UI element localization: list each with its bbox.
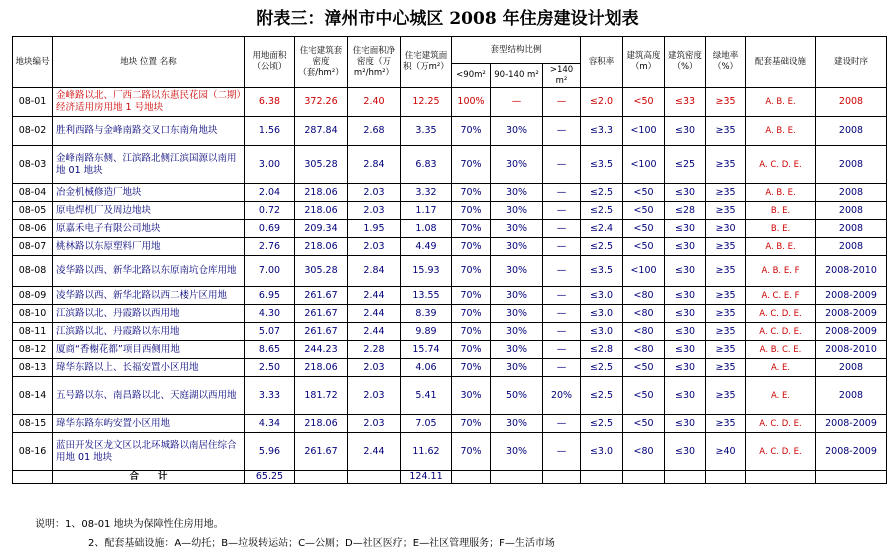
coverage-cell: ≤30 <box>665 220 706 238</box>
coverage-cell: ≤30 <box>665 287 706 305</box>
facilities-cell: A. C. E. F <box>746 287 816 305</box>
header-code: 地块编号 <box>13 37 53 88</box>
table-row <box>13 415 887 433</box>
structure-medium-cell: 30% <box>491 305 543 323</box>
name-cell: 瑋华东路以上、长福安置小区用地 <box>53 359 245 377</box>
green-cell: ≥35 <box>706 323 746 341</box>
floor-area-cell: 1.08 <box>401 220 452 238</box>
net-density-cell: 2.03 <box>348 184 401 202</box>
facilities-cell: B. E. <box>746 202 816 220</box>
far-cell: ≤2.4 <box>581 220 623 238</box>
coverage-cell: ≤30 <box>665 305 706 323</box>
green-cell: ≥35 <box>706 117 746 146</box>
table-row <box>13 359 887 377</box>
structure-medium-cell: 30% <box>491 202 543 220</box>
green-cell: ≥35 <box>706 256 746 287</box>
height-cell: <100 <box>623 256 665 287</box>
far-cell: ≤2.5 <box>581 202 623 220</box>
page-title: 附表三：漳州市中心城区 2008 年住房建设计划表 <box>256 9 639 29</box>
density-cell: 181.72 <box>295 377 348 415</box>
structure-small-cell: 70% <box>452 184 491 202</box>
far-cell: ≤2.5 <box>581 238 623 256</box>
density-cell: 305.28 <box>295 256 348 287</box>
code-cell: 08-07 <box>13 238 53 256</box>
facilities-cell: A. E. <box>746 377 816 415</box>
period-cell: 2008 <box>816 377 887 415</box>
structure-large-cell: — <box>543 287 581 305</box>
period-cell: 2008-2010 <box>816 341 887 359</box>
floor-area-cell: 3.35 <box>401 117 452 146</box>
period-cell: 2008-2009 <box>816 433 887 471</box>
facilities-cell: A. B. E. <box>746 88 816 117</box>
header-structure-medium: 90-140 m² <box>491 64 543 88</box>
header-land-area: 用地面积（公顷） <box>245 37 295 88</box>
coverage-cell: ≤30 <box>665 377 706 415</box>
coverage-cell: ≤30 <box>665 433 706 471</box>
structure-medium-cell: 30% <box>491 256 543 287</box>
structure-small-cell: 70% <box>452 117 491 146</box>
total-floor-area: 124.11 <box>401 471 452 484</box>
name-cell: 五号路以东、南昌路以北、天庭湖以西用地 <box>53 377 245 415</box>
code-cell: 08-12 <box>13 341 53 359</box>
period-cell: 2008 <box>816 184 887 202</box>
net-density-cell: 2.68 <box>348 117 401 146</box>
facilities-cell: A. B. E. <box>746 238 816 256</box>
header-structure-large: >140 m² <box>543 64 581 88</box>
total-empty <box>665 471 706 484</box>
land-area-cell: 6.95 <box>245 287 295 305</box>
code-cell: 08-06 <box>13 220 53 238</box>
name-cell: 瑋华东路东屿安置小区用地 <box>53 415 245 433</box>
green-cell: ≥35 <box>706 88 746 117</box>
name-cell: 江滨路以北、丹霞路以西用地 <box>53 305 245 323</box>
floor-area-cell: 12.25 <box>401 88 452 117</box>
far-cell: ≤3.0 <box>581 433 623 471</box>
land-area-cell: 6.38 <box>245 88 295 117</box>
name-cell: 凌华路以西、新华北路以西二楼片区用地 <box>53 287 245 305</box>
facilities-cell: A. C. D. E. <box>746 305 816 323</box>
green-cell: ≥35 <box>706 202 746 220</box>
facilities-cell: A. B. C. E. <box>746 341 816 359</box>
structure-large-cell: 20% <box>543 377 581 415</box>
structure-medium-cell: 30% <box>491 220 543 238</box>
structure-medium-cell: 50% <box>491 377 543 415</box>
structure-large-cell: — <box>543 433 581 471</box>
coverage-cell: ≤30 <box>665 415 706 433</box>
net-density-cell: 2.03 <box>348 238 401 256</box>
height-cell: <50 <box>623 377 665 415</box>
name-cell: 胜利西路与金峰南路交叉口东南角地块 <box>53 117 245 146</box>
structure-large-cell: — <box>543 359 581 377</box>
land-area-cell: 2.50 <box>245 359 295 377</box>
structure-large-cell: — <box>543 323 581 341</box>
net-density-cell: 2.03 <box>348 359 401 377</box>
total-row <box>13 471 887 484</box>
structure-large-cell: — <box>543 415 581 433</box>
structure-medium-cell: 30% <box>491 341 543 359</box>
period-cell: 2008 <box>816 146 887 184</box>
table-row <box>13 184 887 202</box>
net-density-cell: 2.84 <box>348 146 401 184</box>
structure-medium-cell: 30% <box>491 238 543 256</box>
coverage-cell: ≤30 <box>665 341 706 359</box>
density-cell: 218.06 <box>295 238 348 256</box>
green-cell: ≥35 <box>706 238 746 256</box>
table-row <box>13 323 887 341</box>
structure-medium-cell: 30% <box>491 323 543 341</box>
structure-small-cell: 70% <box>452 341 491 359</box>
land-area-cell: 0.72 <box>245 202 295 220</box>
header-period: 建设时序 <box>816 37 887 88</box>
far-cell: ≤3.5 <box>581 146 623 184</box>
facilities-cell: A. B. E. <box>746 117 816 146</box>
density-cell: 305.28 <box>295 146 348 184</box>
height-cell: <100 <box>623 146 665 184</box>
table-body <box>13 88 887 471</box>
code-cell: 08-15 <box>13 415 53 433</box>
height-cell: <80 <box>623 287 665 305</box>
header-facilities: 配套基础设施 <box>746 37 816 88</box>
floor-area-cell: 6.83 <box>401 146 452 184</box>
far-cell: ≤2.0 <box>581 88 623 117</box>
green-cell: ≥35 <box>706 287 746 305</box>
code-cell: 08-01 <box>13 88 53 117</box>
note-line-2: 2、配套基础设施：A—幼托；B—垃圾转运站；C—公厕；D—社区医疗；E—社区管理服务；F—生活市场 <box>88 538 555 549</box>
green-cell: ≥35 <box>706 305 746 323</box>
density-cell: 261.67 <box>295 323 348 341</box>
structure-small-cell: 30% <box>452 377 491 415</box>
total-empty <box>452 471 491 484</box>
code-cell: 08-03 <box>13 146 53 184</box>
period-cell: 2008-2009 <box>816 305 887 323</box>
structure-medium-cell: 30% <box>491 117 543 146</box>
facilities-cell: A. C. D. E. <box>746 323 816 341</box>
structure-small-cell: 70% <box>452 146 491 184</box>
density-cell: 261.67 <box>295 287 348 305</box>
net-density-cell: 2.84 <box>348 256 401 287</box>
table-row <box>13 305 887 323</box>
net-density-cell: 2.44 <box>348 323 401 341</box>
code-cell: 08-11 <box>13 323 53 341</box>
land-area-cell: 2.04 <box>245 184 295 202</box>
far-cell: ≤3.5 <box>581 256 623 287</box>
structure-small-cell: 70% <box>452 202 491 220</box>
total-empty <box>623 471 665 484</box>
structure-large-cell: — <box>543 184 581 202</box>
header-structure: 套型结构比例 <box>452 37 581 64</box>
height-cell: <50 <box>623 238 665 256</box>
structure-small-cell: 70% <box>452 323 491 341</box>
structure-small-cell: 70% <box>452 220 491 238</box>
floor-area-cell: 8.39 <box>401 305 452 323</box>
floor-area-cell: 13.55 <box>401 287 452 305</box>
facilities-cell: B. E. <box>746 220 816 238</box>
density-cell: 244.23 <box>295 341 348 359</box>
coverage-cell: ≤30 <box>665 323 706 341</box>
far-cell: ≤2.5 <box>581 184 623 202</box>
far-cell: ≤2.5 <box>581 359 623 377</box>
land-area-cell: 0.69 <box>245 220 295 238</box>
height-cell: <50 <box>623 88 665 117</box>
name-cell: 厦商“香榭花都”项目西侧用地 <box>53 341 245 359</box>
height-cell: <50 <box>623 359 665 377</box>
density-cell: 218.06 <box>295 415 348 433</box>
header-density: 住宅建筑套密度（套/hm²） <box>295 37 348 88</box>
header-floor-area: 住宅建筑面积（万m²） <box>401 37 452 88</box>
code-cell: 08-05 <box>13 202 53 220</box>
structure-medium-cell: 30% <box>491 146 543 184</box>
total-empty <box>543 471 581 484</box>
header-height: 建筑高度（m） <box>623 37 665 88</box>
name-cell: 金峰路以北、厂西二路以东惠民花园（二期）经济适用房用地 1 号地块 <box>53 88 245 117</box>
table-row <box>13 341 887 359</box>
name-cell: 桃林路以东原塑料厂用地 <box>53 238 245 256</box>
far-cell: ≤3.3 <box>581 117 623 146</box>
code-cell: 08-09 <box>13 287 53 305</box>
header-coverage: 建筑密度（%） <box>665 37 706 88</box>
structure-medium-cell: 30% <box>491 433 543 471</box>
net-density-cell: 2.40 <box>348 88 401 117</box>
density-cell: 218.06 <box>295 202 348 220</box>
header-far: 容积率 <box>581 37 623 88</box>
header-green: 绿地率（%） <box>706 37 746 88</box>
structure-large-cell: — <box>543 220 581 238</box>
coverage-cell: ≤28 <box>665 202 706 220</box>
name-cell: 金峰南路东侧、江滨路北侧江滨国源以南用地 01 地块 <box>53 146 245 184</box>
structure-medium-cell: 30% <box>491 359 543 377</box>
floor-area-cell: 1.17 <box>401 202 452 220</box>
density-cell: 372.26 <box>295 88 348 117</box>
net-density-cell: 2.03 <box>348 377 401 415</box>
structure-small-cell: 70% <box>452 305 491 323</box>
green-cell: ≥30 <box>706 220 746 238</box>
structure-large-cell: — <box>543 202 581 220</box>
facilities-cell: A. C. D. E. <box>746 415 816 433</box>
code-cell: 08-04 <box>13 184 53 202</box>
density-cell: 261.67 <box>295 305 348 323</box>
far-cell: ≤3.0 <box>581 323 623 341</box>
name-cell: 冶金机械修造厂地块 <box>53 184 245 202</box>
floor-area-cell: 3.32 <box>401 184 452 202</box>
green-cell: ≥35 <box>706 146 746 184</box>
structure-small-cell: 70% <box>452 359 491 377</box>
total-code-cell <box>13 471 53 484</box>
floor-area-cell: 9.89 <box>401 323 452 341</box>
floor-area-cell: 5.41 <box>401 377 452 415</box>
total-empty <box>491 471 543 484</box>
height-cell: <100 <box>623 117 665 146</box>
height-cell: <80 <box>623 323 665 341</box>
density-cell: 287.84 <box>295 117 348 146</box>
land-area-cell: 3.33 <box>245 377 295 415</box>
coverage-cell: ≤30 <box>665 256 706 287</box>
total-empty <box>295 471 348 484</box>
net-density-cell: 2.03 <box>348 202 401 220</box>
far-cell: ≤3.0 <box>581 287 623 305</box>
code-cell: 08-13 <box>13 359 53 377</box>
net-density-cell: 1.95 <box>348 220 401 238</box>
table-row <box>13 146 887 184</box>
code-cell: 08-10 <box>13 305 53 323</box>
structure-large-cell: — <box>543 88 581 117</box>
table-row <box>13 117 887 146</box>
total-empty <box>816 471 887 484</box>
total-empty <box>348 471 401 484</box>
period-cell: 2008 <box>816 117 887 146</box>
structure-medium-cell: 30% <box>491 184 543 202</box>
structure-small-cell: 70% <box>452 433 491 471</box>
coverage-cell: ≤30 <box>665 238 706 256</box>
coverage-cell: ≤30 <box>665 359 706 377</box>
floor-area-cell: 7.05 <box>401 415 452 433</box>
density-cell: 218.06 <box>295 359 348 377</box>
table-row <box>13 88 887 117</box>
facilities-cell: A. B. E. F <box>746 256 816 287</box>
code-cell: 08-02 <box>13 117 53 146</box>
table-row <box>13 220 887 238</box>
structure-large-cell: — <box>543 341 581 359</box>
structure-medium-cell: — <box>491 88 543 117</box>
period-cell: 2008 <box>816 238 887 256</box>
height-cell: <80 <box>623 305 665 323</box>
floor-area-cell: 4.49 <box>401 238 452 256</box>
far-cell: ≤2.5 <box>581 377 623 415</box>
facilities-cell: A. C. D. E. <box>746 146 816 184</box>
table-row <box>13 433 887 471</box>
total-empty <box>746 471 816 484</box>
land-area-cell: 3.00 <box>245 146 295 184</box>
coverage-cell: ≤30 <box>665 184 706 202</box>
structure-small-cell: 70% <box>452 287 491 305</box>
net-density-cell: 2.44 <box>348 305 401 323</box>
header-net-density: 住宅面积净密度（万m²/hm²） <box>348 37 401 88</box>
land-area-cell: 4.34 <box>245 415 295 433</box>
facilities-cell: A. E. <box>746 359 816 377</box>
structure-small-cell: 70% <box>452 415 491 433</box>
floor-area-cell: 15.93 <box>401 256 452 287</box>
coverage-cell: ≤25 <box>665 146 706 184</box>
structure-large-cell: — <box>543 256 581 287</box>
structure-large-cell: — <box>543 146 581 184</box>
table-row <box>13 287 887 305</box>
height-cell: <50 <box>623 202 665 220</box>
land-area-cell: 7.00 <box>245 256 295 287</box>
table-row <box>13 377 887 415</box>
coverage-cell: ≤33 <box>665 88 706 117</box>
total-empty <box>706 471 746 484</box>
far-cell: ≤2.5 <box>581 415 623 433</box>
floor-area-cell: 4.06 <box>401 359 452 377</box>
period-cell: 2008 <box>816 359 887 377</box>
table-row <box>13 256 887 287</box>
period-cell: 2008-2009 <box>816 415 887 433</box>
period-cell: 2008 <box>816 88 887 117</box>
green-cell: ≥35 <box>706 359 746 377</box>
land-area-cell: 5.96 <box>245 433 295 471</box>
density-cell: 218.06 <box>295 184 348 202</box>
density-cell: 209.34 <box>295 220 348 238</box>
structure-medium-cell: 30% <box>491 415 543 433</box>
net-density-cell: 2.44 <box>348 287 401 305</box>
period-cell: 2008-2009 <box>816 323 887 341</box>
height-cell: <50 <box>623 184 665 202</box>
net-density-cell: 2.28 <box>348 341 401 359</box>
code-cell: 08-14 <box>13 377 53 415</box>
land-area-cell: 2.76 <box>245 238 295 256</box>
density-cell: 261.67 <box>295 433 348 471</box>
green-cell: ≥35 <box>706 184 746 202</box>
name-cell: 江滨路以北、丹霞路以东用地 <box>53 323 245 341</box>
structure-small-cell: 70% <box>452 238 491 256</box>
total-label: 合 计 <box>53 471 245 484</box>
name-cell: 原嘉禾电子有限公司地块 <box>53 220 245 238</box>
height-cell: <50 <box>623 415 665 433</box>
green-cell: ≥35 <box>706 415 746 433</box>
green-cell: ≥35 <box>706 377 746 415</box>
net-density-cell: 2.44 <box>348 433 401 471</box>
facilities-cell: A. B. E. <box>746 184 816 202</box>
total-empty <box>581 471 623 484</box>
header-structure-small: <90m² <box>452 64 491 88</box>
facilities-cell: A. C. D. E. <box>746 433 816 471</box>
name-cell: 蓝田开发区龙文区以北环城路以南居住综合用地 01 地块 <box>53 433 245 471</box>
land-area-cell: 1.56 <box>245 117 295 146</box>
total-land-area: 65.25 <box>245 471 295 484</box>
period-cell: 2008-2010 <box>816 256 887 287</box>
period-cell: 2008 <box>816 202 887 220</box>
coverage-cell: ≤30 <box>665 117 706 146</box>
land-area-cell: 5.07 <box>245 323 295 341</box>
land-area-cell: 8.65 <box>245 341 295 359</box>
floor-area-cell: 11.62 <box>401 433 452 471</box>
period-cell: 2008 <box>816 220 887 238</box>
table-row <box>13 238 887 256</box>
height-cell: <80 <box>623 341 665 359</box>
height-cell: <80 <box>623 433 665 471</box>
green-cell: ≥40 <box>706 433 746 471</box>
header-name: 地块 位置 名称 <box>53 37 245 88</box>
floor-area-cell: 15.74 <box>401 341 452 359</box>
green-cell: ≥35 <box>706 341 746 359</box>
far-cell: ≤2.8 <box>581 341 623 359</box>
code-cell: 08-16 <box>13 433 53 471</box>
note-line-1: 说明：1、08-01 地块为保障性住房用地。 <box>35 519 224 530</box>
period-cell: 2008-2009 <box>816 287 887 305</box>
structure-large-cell: — <box>543 117 581 146</box>
code-cell: 08-08 <box>13 256 53 287</box>
net-density-cell: 2.03 <box>348 415 401 433</box>
far-cell: ≤3.0 <box>581 305 623 323</box>
housing-plan-table <box>12 36 887 484</box>
structure-medium-cell: 30% <box>491 287 543 305</box>
name-cell: 原电焊机厂及周边地块 <box>53 202 245 220</box>
structure-large-cell: — <box>543 305 581 323</box>
notes <box>35 515 555 553</box>
land-area-cell: 4.30 <box>245 305 295 323</box>
name-cell: 凌华路以西、新华北路以东原南坑仓库用地 <box>53 256 245 287</box>
height-cell: <50 <box>623 220 665 238</box>
structure-large-cell: — <box>543 238 581 256</box>
table-row <box>13 202 887 220</box>
structure-small-cell: 70% <box>452 256 491 287</box>
structure-small-cell: 100% <box>452 88 491 117</box>
